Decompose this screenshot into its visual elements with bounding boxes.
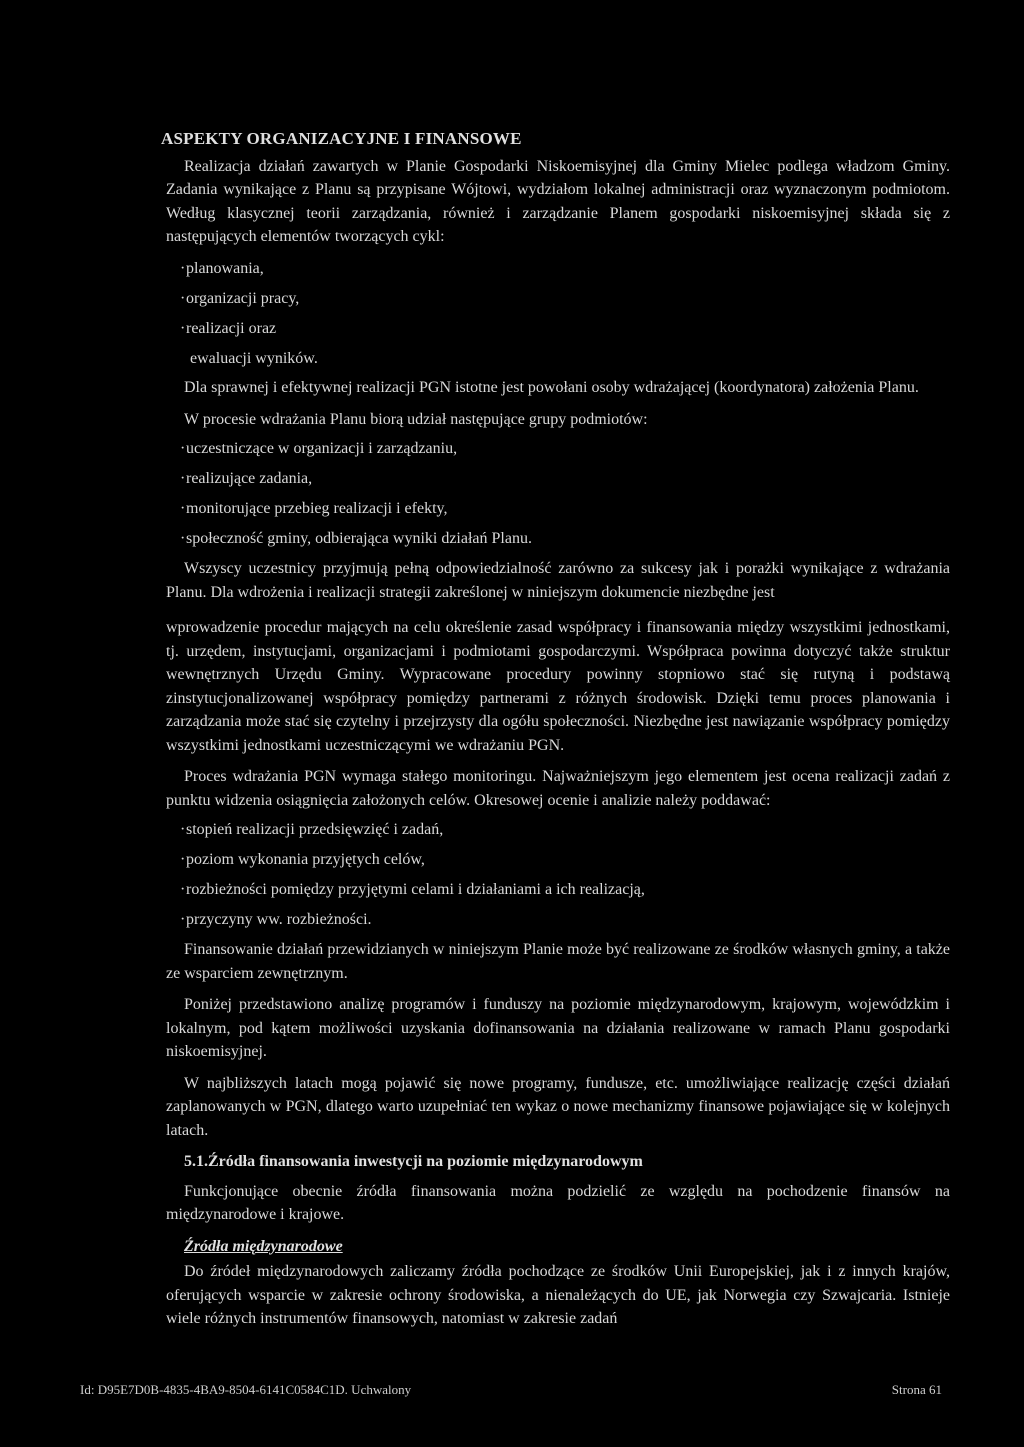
list-item: · realizacji oraz xyxy=(166,317,950,341)
list-item: · monitorujące przebieg realizacji i efekty, xyxy=(166,497,950,521)
paragraph-coordinator: Dla sprawnej i efektywnej realizacji PGN istotne jest powołani osoby wdrażającej (koordynatora) założenia Planu. xyxy=(184,379,919,396)
bullet-icon: · xyxy=(180,530,186,547)
bullet-icon: · xyxy=(180,289,186,307)
list-item: · społeczność gminy, odbierająca wyniki działań Planu. xyxy=(166,527,950,551)
list-item: · planowania, xyxy=(166,257,950,281)
cycle-list-tail: ewaluacji wyników. xyxy=(190,349,318,367)
page-number: Strona 61 xyxy=(891,1382,942,1397)
list-item: · uczestniczące w organizacji i zarządzaniu, xyxy=(166,437,950,461)
list-item: · poziom wykonania przyjętych celów, xyxy=(166,848,950,872)
page-heading: ASPEKTY ORGANIZACYJNE I FINANSOWE xyxy=(161,129,522,148)
bullet-icon: · xyxy=(180,470,186,487)
paragraph-responsibility: Wszyscy uczestnicy przyjmują pełną odpowiedzialność zarówno za sukcesy jak i porażki wynikające z wdrażania Planu. Dla wdrożenia i realizacji strategii zakreślonej w niniejszym dokumencie niezbędne jest xyxy=(166,560,950,601)
evaluation-list xyxy=(166,818,950,932)
paragraph-sources: Funkcjonujące obecnie źródła finansowania można podzielić ze względu na pochodzenie finansów na międzynarodowe i krajowe. xyxy=(166,1182,950,1223)
document-page xyxy=(161,127,950,1339)
paragraph-groups-intro: W procesie wdrażania Planu biorą udział następujące grupy podmiotów: xyxy=(184,410,648,428)
bullet-icon: · xyxy=(180,851,186,868)
bullet-icon: · xyxy=(180,881,186,898)
bullet-icon: · xyxy=(180,259,186,277)
subheading-international: Źródła międzynarodowe xyxy=(184,1237,343,1255)
paragraph-intro: Realizacja działań zawartych w Planie Gospodarki Niskoemisyjnej dla Gminy Mielec podlega władzom Gminy. Zadania wynikające z Planu są przypisane Wójtowi, wydziałom lokalnej administracji oraz wyznaczonym podmiotom. Według klasycznej teorii zarządzania, również i zarządzanie Planem gospodarki niskoemisyjnej składa się z następujących elementów tworzących cykl: xyxy=(166,157,950,245)
bullet-icon: · xyxy=(180,440,186,457)
groups-list xyxy=(166,437,950,551)
document-id: Id: D95E7D0B-4835-4BA9-8504-6141C0584C1D. Uchwalony xyxy=(80,1382,412,1397)
paragraph-new-programs: W najbliższych latach mogą pojawić się nowe programy, fundusze, etc. umożliwiające realizację części działań zaplanowanych w PGN, dlatego warto uzupełniać ten wykaz o nowe mechanizmy finansowe pojawiające się w kolejnych latach. xyxy=(166,1074,950,1139)
cycle-list xyxy=(166,257,950,341)
bullet-icon: · xyxy=(180,821,186,838)
list-item: · rozbieżności pomiędzy przyjętymi celami i działaniami a ich realizacją, xyxy=(166,878,950,902)
bullet-icon: · xyxy=(180,319,186,337)
bullet-icon: · xyxy=(180,500,186,517)
list-item: · stopień realizacji przedsięwzięć i zadań, xyxy=(166,818,950,842)
list-item: · przyczyny ww. rozbieżności. xyxy=(166,908,950,932)
paragraph-monitoring: Proces wdrażania PGN wymaga stałego monitoringu. Najważniejszym jego elementem jest ocena realizacji zadań z punktu widzenia osiągnięcia założonych celów. Okresowej ocenie i analizie należy poddawać: xyxy=(166,768,950,809)
section-title: 5.1.Źródła finansowania inwestycji na poziomie międzynarodowym xyxy=(184,1153,643,1170)
paragraph-international: Do źródeł międzynarodowych zaliczamy źródła pochodzące ze środków Unii Europejskiej, jak i z innych krajów, oferujących wsparcie w zakresie ochrony środowiska, a nienależących do UE, jak Norwegia czy Szwajcaria. Istnieje wiele różnych instrumentów finansowych, natomiast w zakresie zadań xyxy=(166,1263,950,1327)
paragraph-analysis: Poniżej przedstawiono analizę programów i funduszy na poziomie międzynarodowym, krajowym, wojewódzkim i lokalnym, pod kątem możliwości uzyskania dofinansowania na działania realizowane w ramach Planu gospodarki niskoemisyjnej. xyxy=(166,996,950,1060)
bullet-icon: · xyxy=(180,911,186,928)
paragraph-procedures: wprowadzenie procedur mających na celu określenie zasad współpracy i finansowania między wszystkimi jednostkami, tj. urzędem, instytucjami, organizacjami i podmiotami gospodarczymi. Współpraca powinna dotyczyć także struktur wewnętrznych Urzędu Gminy. Wypracowane procedury powinny stopniowo stać się rutyną i podstawą zinstytucjonalizowanej współpracy pomiędzy partnerami z różnych środowisk. Dzięki temu proces planowania i zarządzania może stać się czytelny i przejrzysty dla ogółu społeczności. Niezbędne jest nawiązanie współpracy pomiędzy wszystkimi jednostkami uczestniczącymi we wdrażaniu PGN. xyxy=(166,619,950,754)
paragraph-financing: Finansowanie działań przewidzianych w niniejszym Planie może być realizowane ze środków własnych gminy, a także ze wsparciem zewnętrznym. xyxy=(166,941,950,982)
list-item: · realizujące zadania, xyxy=(166,467,950,491)
list-item: · organizacji pracy, xyxy=(166,287,950,311)
